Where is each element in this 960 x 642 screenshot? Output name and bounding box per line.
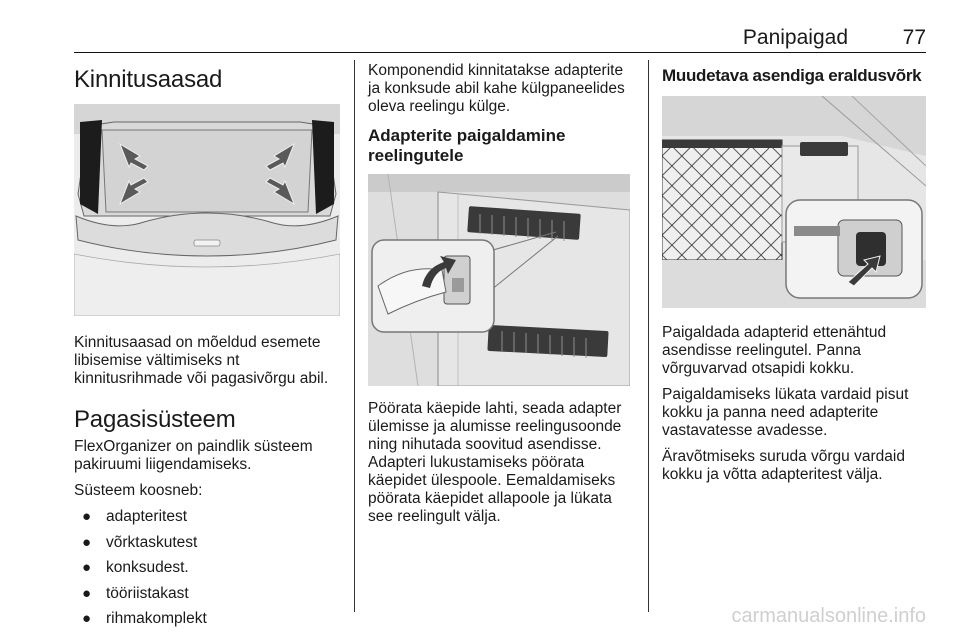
column-divider-2 <box>648 60 649 612</box>
heading-divider-net: Muudetava asendiga eraldusvõrk <box>662 66 922 85</box>
components-intro: Komponendid kinnitatakse adapterite ja konksude abil kahe külgpaneelides oleva reelingu külge. <box>368 62 625 115</box>
lashing-eyes-caption: Kinnitusaasad on mõeldud esemete libisemise vältimiseks nt kinnitusrihmade või pagasivõrgu abil. <box>74 334 329 387</box>
list-item: ● võrktaskutest <box>82 533 198 551</box>
net-step-3: Äravõtmiseks suruda võrgu vardaid kokku ja võtta adapteritest välja. <box>662 448 905 483</box>
heading-adapter-installation: Adapterite paigaldamine reelingutele <box>368 126 566 165</box>
adapter-rail-illustration <box>368 174 630 386</box>
column-divider-1 <box>354 60 355 612</box>
watermark: carmanualsonline.info <box>731 605 926 627</box>
header-rule <box>74 52 926 53</box>
component-list <box>74 508 342 628</box>
bullet-icon: ● <box>82 533 92 551</box>
flexorganizer-intro: FlexOrganizer on paindlik süsteem pakiruumi liigendamiseks. <box>74 438 313 473</box>
list-item: ● adapteritest <box>82 508 187 525</box>
list-item: ● tööriistakast <box>82 584 189 602</box>
list-item: ● konksudest. <box>82 559 189 576</box>
page-header <box>74 26 926 52</box>
page-number: 77 <box>902 26 926 49</box>
list-intro: Süsteem koosneb: <box>74 482 203 499</box>
heading-kinnitusaasad: Kinnitusaasad <box>74 66 223 93</box>
column-3 <box>662 62 930 492</box>
net-step-2: Paigaldamiseks lükata vardaid pisut kokku ja panna need adapterite vastavatesse avadesse. <box>662 386 909 439</box>
bullet-icon: ● <box>82 508 92 525</box>
bullet-icon: ● <box>82 559 92 576</box>
column-1 <box>74 62 342 636</box>
heading-pagasisusteem: Pagasisüsteem <box>74 406 236 433</box>
adapter-installation-text: Pöörata käepide lahti, seada adapter ülemisse ja alumisse reelingusoonde ning nihutada soovitud asendisse. Adapteri lukustamiseks pöörata käepidet ülespoole. Eemaldamiseks pöörata käepidet allapoole ja lükata see reelingult välja. <box>368 400 622 525</box>
trunk-lashing-eyes-illustration <box>74 104 340 316</box>
list-item: ● rihmakomplekt <box>82 610 207 627</box>
net-step-1: Paigaldada adapterid ettenähtud asendisse reelingutel. Panna võrguvarvad otsapidi kokku. <box>662 324 887 377</box>
bullet-icon: ● <box>82 610 92 627</box>
section-title: Panipaigad <box>742 26 848 49</box>
divider-net-illustration <box>662 96 926 308</box>
column-2 <box>368 62 632 534</box>
bullet-icon: ● <box>82 584 92 602</box>
